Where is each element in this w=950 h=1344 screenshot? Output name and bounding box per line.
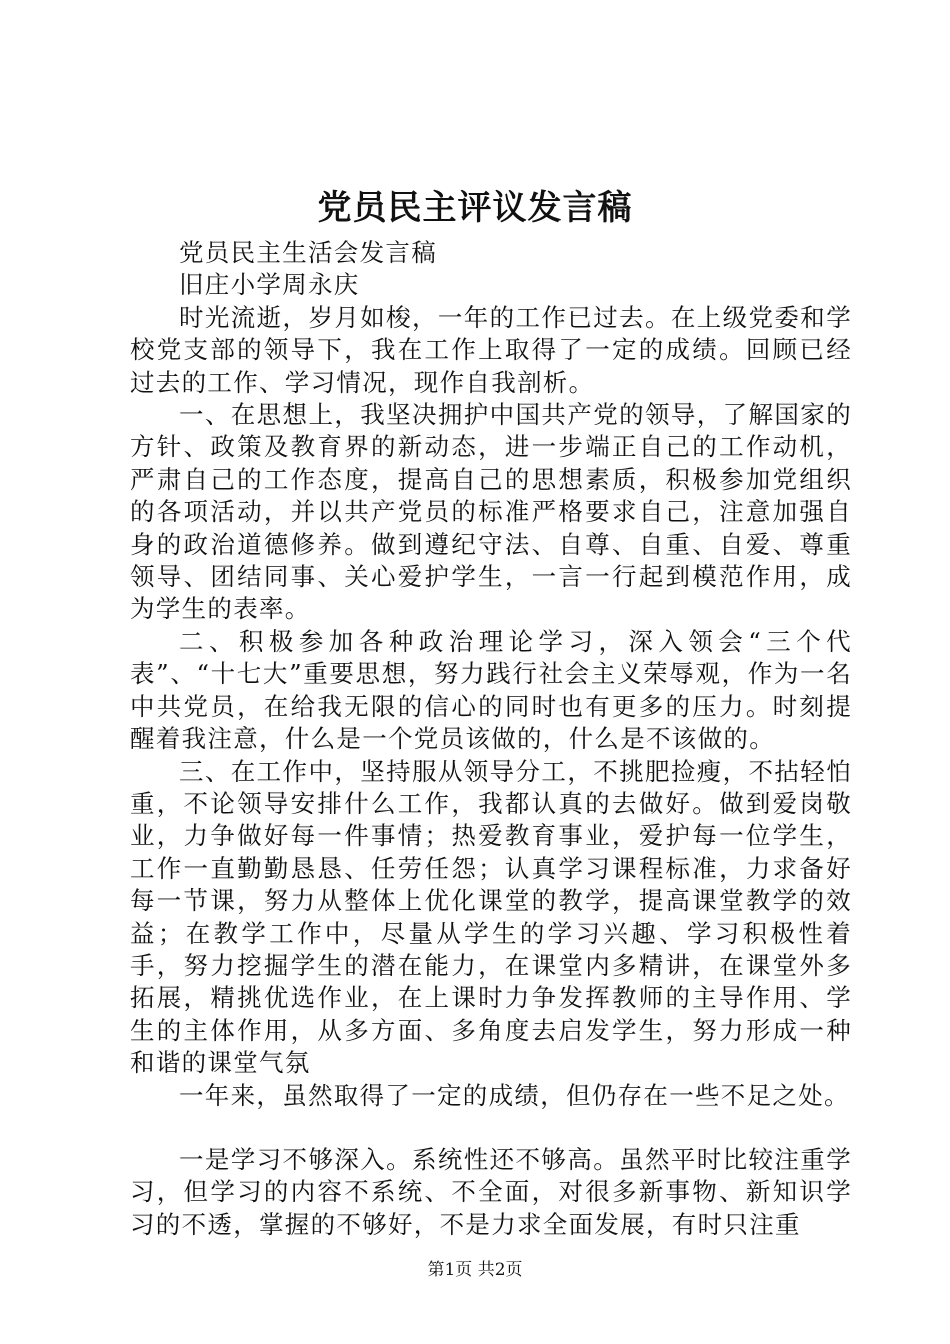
- body-paragraph: 旧庄小学周永庆: [179, 270, 360, 300]
- body-paragraph: 一、在思想上，我坚决拥护中国共产党的领导，了解国家的方针、政策及教育界的新动态，进一步端正自己的工作动机，严肃自己的工作态度，提高自己的思想素质，积极参加党组织的各项活动，并以共产党员的标准严格要求自己，注意加强自身的政治道德修养。做到遵纪守法、自尊、自重、自爱、尊重领导、团结同事、关心爱护学生，一言一行起到模范作用，成为学生的表率。: [130, 400, 852, 624]
- body-paragraph: 一年来，虽然取得了一定的成绩，但仍存在一些不足之处。: [179, 1080, 850, 1110]
- body-paragraph: 二、积极参加各种政治理论学习，深入领会“三个代表”、“十七大”重要思想，努力践行社会主义荣辱观，作为一名中共党员，在给我无限的信心的同时也有更多的压力。时刻提醒着我注意，什么是一个党员该做的，什么是不该做的。: [130, 626, 852, 754]
- document-body: [130, 237, 852, 1241]
- body-paragraph: 一是学习不够深入。系统性还不够高。虽然平时比较注重学习，但学习的内容不系统、不全面，对很多新事物、新知识学习的不透，掌握的不够好，不是力求全面发展，有时只注重: [130, 1144, 852, 1239]
- page-footer: 第1页 共2页: [427, 1260, 523, 1280]
- body-paragraph: 党员民主生活会发言稿: [179, 238, 437, 267]
- body-paragraph: 三、在工作中，坚持服从领导分工，不挑肥捡瘦，不拈轻怕重，不论领导安排什么工作，我都认真的去做好。做到爱岗敬业，力争做好每一件事情；热爱教育事业，爱护每一位学生，工作一直勤勤恳恳、任劳任怨；认真学习课程标准，力求备好每一节课，努力从整体上优化课堂的教学，提高课堂教学的效益；在教学工作中，尽量从学生的学习兴趣、学习积极性着手，努力挖掘学生的潜在能力，在课堂内多精讲，在课堂外多拓展，精挑优选作业，在上课时力争发挥教师的主导作用、学生的主体作用，从多方面、多角度去启发学生，努力形成一种和谐的课堂气氛: [130, 756, 852, 1078]
- body-paragraph: 时光流逝，岁月如梭，一年的工作已过去。在上级党委和学校党支部的领导下，我在工作上取得了一定的成绩。回顾已经过去的工作、学习情况，现作自我剖析。: [130, 302, 852, 397]
- document-title: 党员民主评议发言稿: [317, 188, 633, 228]
